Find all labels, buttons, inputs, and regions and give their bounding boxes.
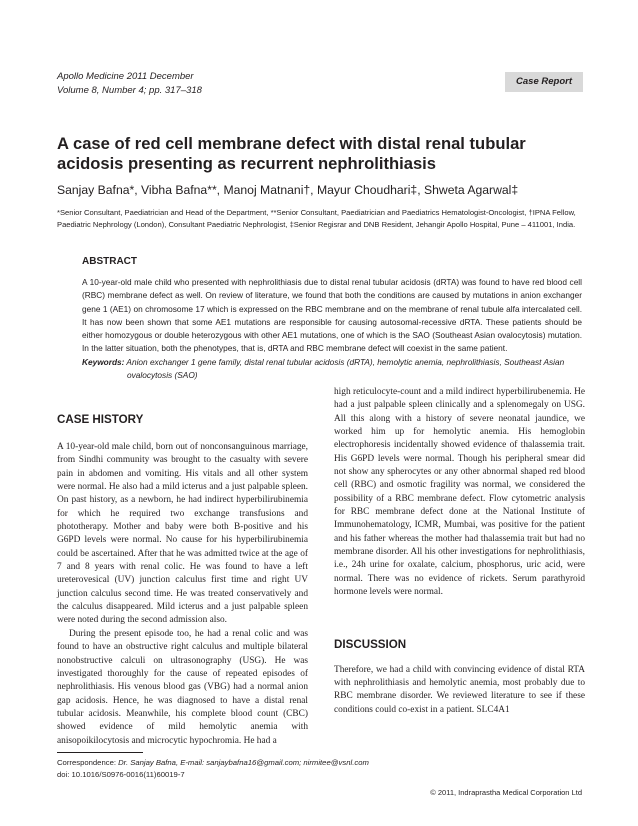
doi: doi: 10.1016/S0976-0016(11)60019-7: [57, 769, 185, 779]
journal-issue: Apollo Medicine 2011 December: [57, 71, 194, 82]
journal-info: [57, 70, 202, 98]
correspondence-text: Dr. Sanjay Bafna, E-mail: sanjaybafna16@gmail.com; nirmitee@vsnl.com: [118, 758, 369, 767]
abstract-section: [82, 256, 582, 382]
abstract-body: A 10-year-old male child who presented with nephrolithiasis due to distal renal tubular acidosis (dRTA) was found to have red blood cell (RBC) membrane defect as well. On review of literature, we found that both the conditions are caused by mutations in anion exchanger gene 1 (AE1) on chromosome 17 which is expressed on the RBC membrane and on the membrane of renal tubule alfa intercalated cell. It has now been shown that some AE1 mutations are responsible for causing autosomal-recessive dRTA. These patients should be either homozygous or double heterozygous with other AE1 mutations, one of which is the SAO (Southeast Asian ovalocytosis) mutation. In the latter situation, both the phenotypes, that is, dRTA and RBC membrane defect will coexist in the same patient.: [82, 277, 582, 354]
case-history-heading: CASE HISTORY: [57, 413, 144, 426]
discussion-paragraph-1: Therefore, we had a child with convincing evidence of distal RTA with nephrolithiasis and hemolytic anemia, most probably due to RBC membrane disorder. We reviewed literature to see if these conditions could co-exist in a patient. SLC4A1: [334, 664, 585, 715]
case-history-paragraph-2: During the present episode too, he had a renal colic and was found to have an obstructive right calculus and multiple bilateral nonobstructive calculi on ultrasonography (USG). He was investigated thoroughly for the cause of repeated episodes of nephrolithiasis. His venous blood gas (VBG) had a normal anion gap acidosis. Hence, he was diagnosed to have a distal renal tubular acidosis. Meanwhile, his complete blood count (CBC) showed evidence of mild hemolytic anemia with anisopoikilocytosis and microcytic hypochromia. He had a: [57, 628, 308, 746]
keywords: [82, 356, 582, 383]
abstract-heading: ABSTRACT: [82, 256, 137, 267]
case-history-paragraph-1: A 10-year-old male child, born out of nonconsanguinous marriage, from Sindhi community was brought to the casualty with severe pain in abdomen and vomiting. His vitals and all other system were normal. He also had a mild icterus and a just palpable spleen. On past history, as a newborn, he had indirect hyperbilirubinemia for which he required two exchange transfusions and phototherapy. Mother and baby were both B-positive and his G6PD levels were normal. No cause for his hyperbilirubinemia could be ascertained. After that he was admitted twice at the age of 7 and 8 years with renal colic. He was found to have a left ureterovesical (UV) junction calculus first time and right UV junction calculus second time. He was treated conservatively and the calculus disappeared. Mild icterus and a just palpable spleen were noted during the second admission also.: [57, 442, 308, 626]
copyright: © 2011, Indraprastha Medical Corporation Ltd: [430, 788, 582, 797]
correspondence-label: Correspondence:: [57, 758, 116, 767]
journal-volume: Volume 8, Number 4; pp. 317–318: [57, 85, 202, 96]
case-history-paragraph-3: high reticulocyte-count and a mild indirect hyperbilirubenemia. He had a just palpable spleen clinically and a splenomegaly on USG. All this along with a history of severe neonatal jaundice, we worked him up for hemolytic anemia. His hemoglobin electrophoresis incidentally showed evidence of thalassemia trait. His G6PD levels were normal. Though his peripheral smear did not show any spherocytes or any other abnormal shaped red blood cell (RBC) and osmotic fragility was normal, we considered the possibility of a RBC membrane defect. Flow cytometric analysis for RBC membrane defect done at the National Institute of Immunohematology, ICMR, Mumbai, was positive for the patient and his father whereas the mother had thalassemia trait but had no membrane disorder. All his other investigations for nephrolithiasis, i.e., 24h urine for oxalate, calcium, phosphorus, uric acid, were normal. There was no evidence of rickets. Serum parathyroid hormone levels were normal.: [334, 387, 585, 598]
affiliations: *Senior Consultant, Paediatrician and Head of the Department, **Senior Consultant, Paediatrician and Paediatrics Hematologist-Oncologist, †IPNA Fellow, Paediatric Nephrology (London), Consultant Paediatric Nephrologist, ‡Senior Regisrar and DNB Resident, Jehangir Apollo Hospital, Pune – 411001, India.: [57, 208, 576, 229]
keywords-text: Anion exchanger 1 gene family, distal renal tubular acidosis (dRTA), hemolytic anemia, nephrolithiasis, Southeast Asian ovalocytosis (SAO): [126, 356, 565, 381]
correspondence-footnote: [57, 757, 369, 780]
left-column: [57, 413, 308, 748]
discussion-heading: DISCUSSION: [334, 637, 407, 651]
footnote-divider: [57, 752, 143, 753]
article-type-badge: Case Report: [505, 72, 583, 92]
author-list: Sanjay Bafna*, Vibha Bafna**, Manoj Matnani†, Mayur Choudhari‡, Shweta Agarwal‡: [57, 183, 519, 197]
right-column: [334, 386, 585, 717]
article-title: A case of red cell membrane defect with distal renal tubular acidosis presenting as recurrent nephrolithiasis: [57, 134, 526, 173]
keywords-label: Keywords:: [82, 356, 125, 367]
